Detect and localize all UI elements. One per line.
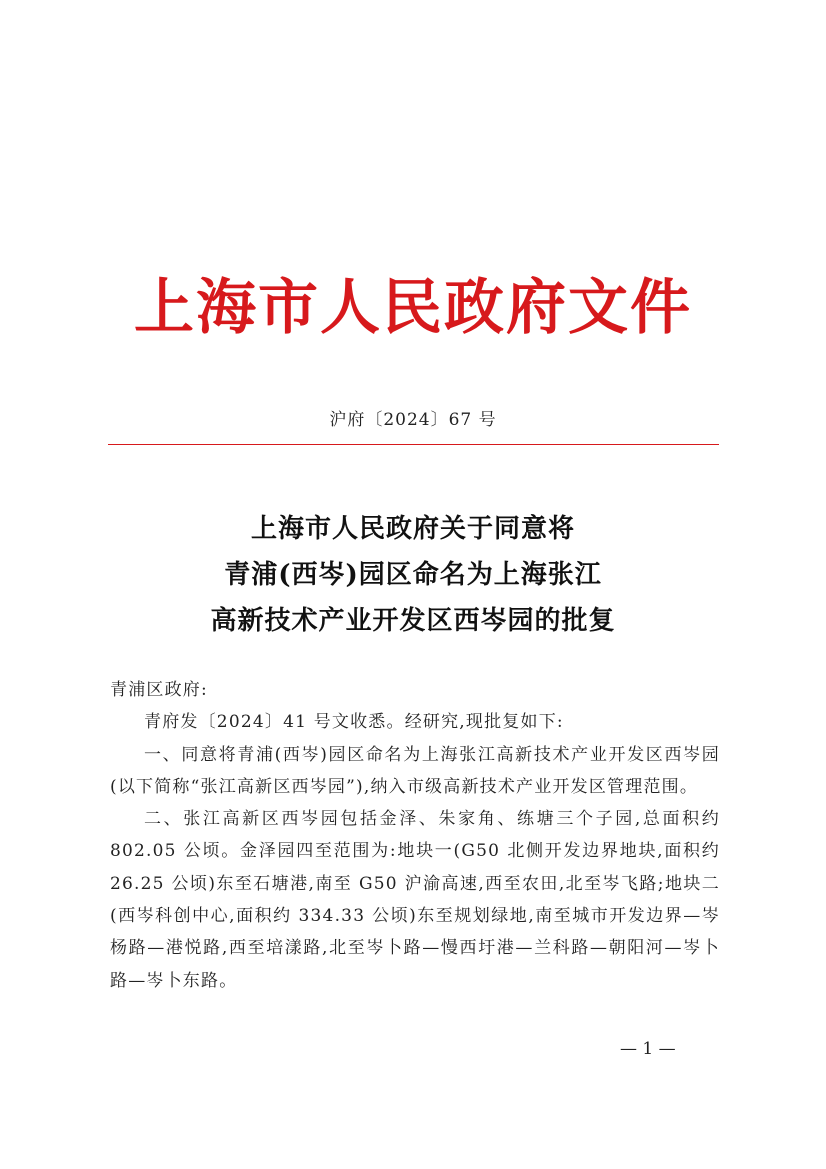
title-line-3: 高新技术产业开发区西岑园的批复 xyxy=(210,606,616,636)
document-title xyxy=(0,506,826,644)
intro-paragraph: 青府发〔2024〕41 号文收悉。经研究,现批复如下: xyxy=(144,712,564,733)
document-body xyxy=(110,674,720,997)
document-number: 沪府〔2024〕67 号 xyxy=(329,410,497,430)
masthead-title: 上海市人民政府文件 xyxy=(134,273,692,343)
salutation: 青浦区政府: xyxy=(110,680,208,700)
red-divider-line xyxy=(108,444,719,445)
title-line-1: 上海市人民政府关于同意将 xyxy=(250,514,575,544)
item-1-paragraph: 一、同意将青浦(西岑)园区命名为上海张江高新技术产业开发区西岑园(以下简称“张江高新区西岑园”),纳入市级高新技术产业开发区管理范围。 xyxy=(110,744,720,797)
page-number: — 1 — xyxy=(620,1039,676,1059)
title-line-2: 青浦(西岑)园区命名为上海张江 xyxy=(224,560,602,590)
item-2-paragraph: 二、张江高新区西岑园包括金泽、朱家角、练塘三个子园,总面积约 802.05 公顷。金泽园四至范围为:地块一(G50 北侧开发边界地块,面积约 26.25 公顷)东至石塘港,南至 G50 沪渝高速,西至农田,北至岑飞路;地块二(西岑科创中心,面积约 334.33 公顷)东至规划绿地,南至城市开发边界—岑杨路—港悦路,西至培漾路,北至岑卜路—慢西圩港—兰科路—朝阳河—岑卜路—岑卜东路。 xyxy=(110,809,720,991)
